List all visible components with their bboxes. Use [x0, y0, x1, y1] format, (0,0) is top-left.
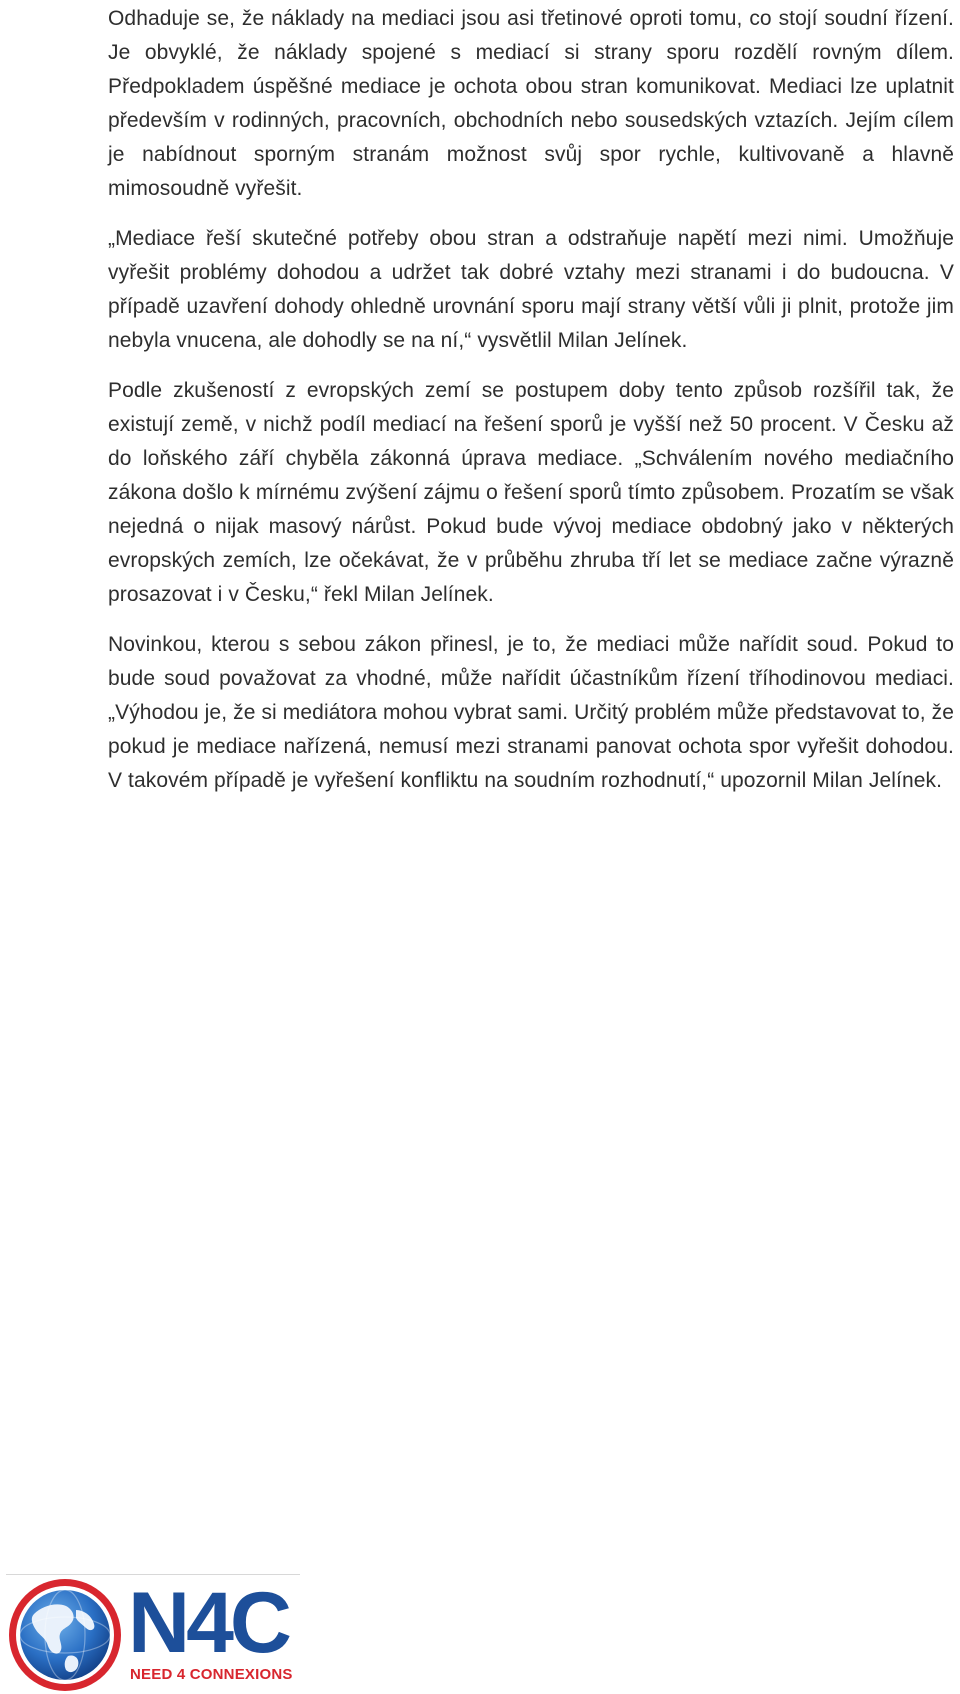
article-paragraph: Podle zkušeností z evropských zemí se postupem doby tento způsob rozšířil tak, že existují země, v nichž podíl mediací na řešení sporů je vyšší než 50 procent. V Česku až do loňského září chyběla zákonná úprava mediace. „Schválením nového mediačního zákona došlo k mírnému zvýšení zájmu o řešení sporů tímto způsobem. Prozatím se však nejedná o nijak masový nárůst. Pokud bude vývoj mediace obdobný jako v některých evropských zemích, lze očekávat, že v průběhu zhruba tří let se mediace začne výrazně prosazovat i v Česku,“ řekl Milan Jelínek. — [108, 379, 954, 606]
globe-icon — [6, 1576, 124, 1694]
article-body — [108, 2, 954, 814]
logo-tagline: NEED 4 CONNEXIONS — [130, 1666, 293, 1683]
article-paragraph: Novinkou, kterou s sebou zákon přinesl, je to, že mediaci může nařídit soud. Pokud to bude soud považovat za vhodné, může nařídit účastníkům řízení tříhodinovou mediaci. „Výhodou je, že si mediátora mohou vybrat sami. Určitý problém může představovat to, že pokud je mediace nařízená, nemusí mezi stranami panovat ochota spor vyřešit dohodou. V takovém případě je vyřešení konfliktu na soudním rozhodnutí,“ upozornil Milan Jelínek. — [108, 633, 954, 792]
article-paragraph: „Mediace řeší skutečné potřeby obou stran a odstraňuje napětí mezi nimi. Umožňuje vyřešit problémy dohodou a udržet tak dobré vztahy mezi stranami i do budoucna. V případě uzavření dohody ohledně urovnání sporu mají strany větší vůli ji plnit, protože jim nebyla vnucena, ale dohodly se na ní,“ vysvětlil Milan Jelínek. — [108, 227, 954, 352]
n4c-logo — [6, 1574, 300, 1692]
logo-brand: N4C — [128, 1575, 289, 1671]
article-paragraph: Odhaduje se, že náklady na mediaci jsou asi třetinové oproti tomu, co stojí soudní řízení. Je obvyklé, že náklady spojené s mediací si strany sporu rozdělí rovným dílem. Předpokladem úspěšné mediace je ochota obou stran komunikovat. Mediaci lze uplatnit především v rodinných, pracovních, obchodních nebo sousedských vztazích. Jejím cílem je nabídnout sporným stranám možnost svůj spor rychle, kultivovaně a hlavně mimosoudně vyřešit. — [108, 7, 954, 200]
